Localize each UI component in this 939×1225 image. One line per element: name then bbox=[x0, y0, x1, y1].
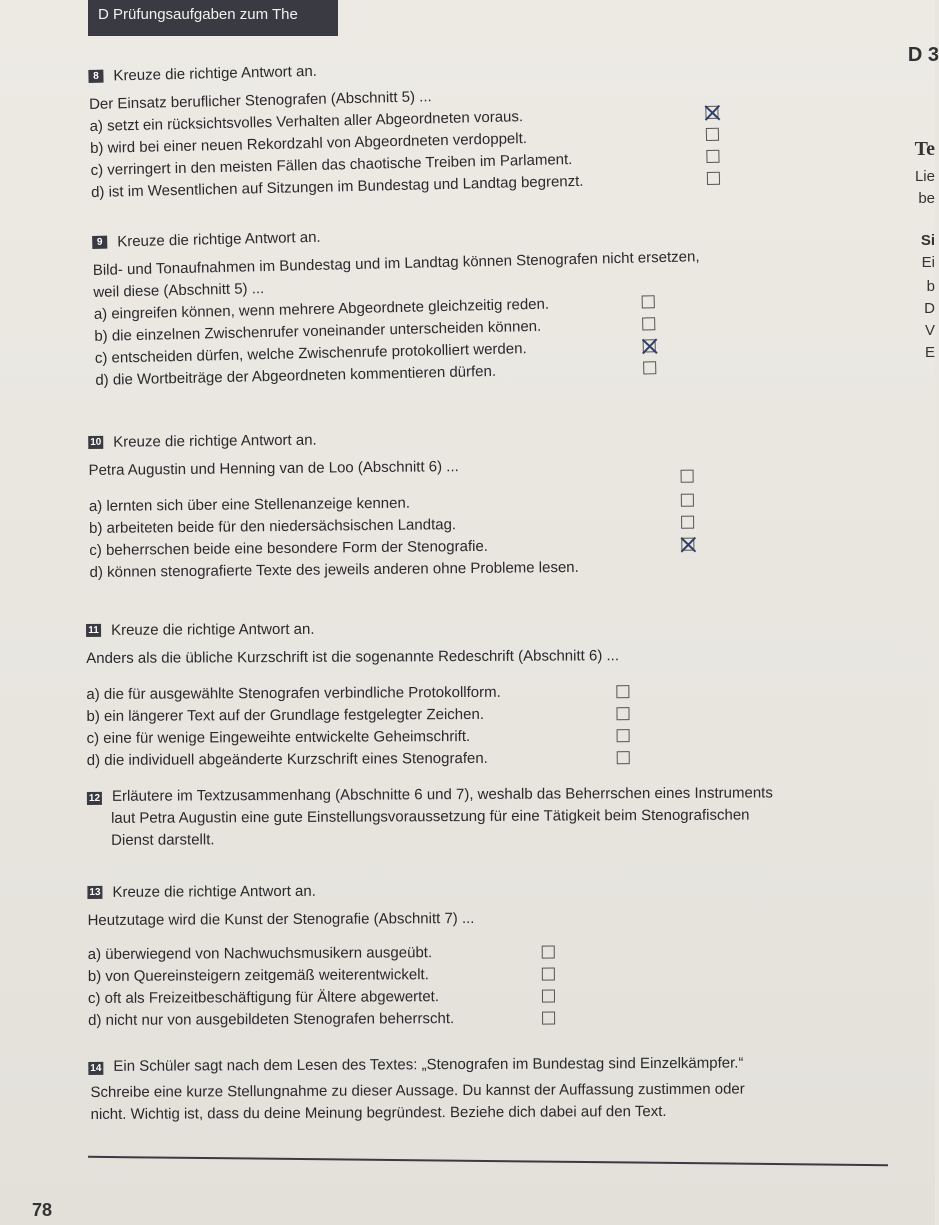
checkbox[interactable] bbox=[642, 317, 655, 330]
answer-option-d: d) können stenografierte Texte des jeweils anderen ohne Probleme lesen. bbox=[89, 558, 579, 581]
question-number: 8 bbox=[88, 69, 103, 82]
side-fragment: D bbox=[924, 300, 935, 317]
question-number: 13 bbox=[89, 886, 101, 898]
checkbox[interactable] bbox=[706, 150, 719, 163]
corner-label: D 3 bbox=[907, 44, 939, 66]
question-11 bbox=[86, 617, 620, 772]
side-fragment: Lie bbox=[914, 168, 935, 185]
question-number: 14 bbox=[90, 1062, 102, 1074]
question-instruction: Kreuze die richtige Antwort an. bbox=[112, 882, 316, 901]
side-fragment: be bbox=[918, 190, 935, 207]
checkbox[interactable] bbox=[681, 494, 694, 507]
answer-option-c: c) entscheiden dürfen, welche Zwischenrufe protokolliert werden. bbox=[95, 334, 702, 370]
page-number: 78 bbox=[32, 1200, 53, 1220]
side-fragment: b bbox=[926, 278, 935, 295]
chapter-header: D Prüfungsaufgaben zum The bbox=[88, 0, 338, 36]
checkbox[interactable] bbox=[642, 295, 655, 308]
checkbox[interactable] bbox=[616, 685, 629, 698]
question-instruction: Kreuze die richtige Antwort an. bbox=[117, 228, 321, 250]
checkbox[interactable] bbox=[542, 1012, 555, 1025]
question-number: 11 bbox=[86, 623, 101, 636]
task-text: Schreibe eine kurze Stellungnahme zu dieser Aussage. Du kannst der Auffassung zustimmen oder bbox=[90, 1080, 745, 1101]
side-fragment: Si bbox=[920, 232, 935, 249]
answer-option-d: d) ist im Wesentlichen auf Sitzungen im Bundestag und Landtag begrenzt. bbox=[91, 171, 584, 204]
question-instruction: Kreuze die richtige Antwort an. bbox=[113, 62, 318, 84]
checkbox[interactable] bbox=[617, 729, 630, 742]
side-fragment: E bbox=[924, 344, 935, 361]
checkbox[interactable] bbox=[542, 968, 555, 981]
question-stem: Der Einsatz beruflicher Stenografen (Abschnitt 5) ... bbox=[88, 88, 432, 113]
answer-option-b: b) ein längerer Text auf der Grundlage festgelegter Zeichen. bbox=[86, 703, 619, 728]
question-13 bbox=[87, 880, 475, 1032]
answer-option-a: a) lernten sich über eine Stellenanzeige kennen. bbox=[89, 491, 578, 518]
task-text: Ein Schüler sagt nach dem Lesen des Textes: „Stenografen im Bundestag sind Einzelkämpfer.“ bbox=[113, 1054, 744, 1075]
upper-block bbox=[88, 38, 868, 389]
question-stem: Bild- und Tonaufnahmen im Bundestag und im Landtag können Stenografen nicht ersetzen, weil diese (Abschnitt 5) ... bbox=[92, 248, 700, 301]
question-instruction: Kreuze die richtige Antwort an. bbox=[111, 620, 315, 639]
checkbox[interactable] bbox=[681, 470, 694, 483]
question-stem: Petra Augustin und Henning van de Loo (Abschnitt 6) ... bbox=[88, 458, 459, 479]
question-number: 9 bbox=[92, 235, 107, 248]
answer-option-b: b) arbeiteten beide für den niedersächsischen Landtag. bbox=[89, 513, 578, 540]
task-text: nicht. Wichtig ist, dass du deine Meinung begründest. Beziehe dich dabei auf den Text. bbox=[90, 1102, 667, 1123]
bottom-block bbox=[86, 616, 866, 1123]
checkbox-checked[interactable] bbox=[705, 106, 718, 119]
checkbox[interactable] bbox=[542, 946, 555, 959]
checkbox[interactable] bbox=[617, 751, 630, 764]
answer-option-a: a) setzt ein rücksichtsvolles Verhalten aller Abgeordneten voraus. bbox=[89, 105, 582, 138]
question-number: 10 bbox=[90, 436, 102, 448]
side-fragment: V bbox=[924, 322, 935, 339]
question-stem: Anders als die übliche Kurzschrift ist die sogenannte Redeschrift (Abschnitt 6) ... bbox=[86, 647, 620, 667]
answer-option-d: d) nicht nur von ausgebildeten Stenografen beherrscht. bbox=[88, 1008, 475, 1032]
question-12 bbox=[87, 782, 773, 852]
task-text: laut Petra Augustin eine gute Einstellungsvoraussetzung für eine Tätigkeit beim Stenografischen bbox=[110, 806, 750, 827]
divider-line bbox=[88, 1156, 888, 1166]
question-stem: Heutzutage wird die Kunst der Stenografie (Abschnitt 7) ... bbox=[87, 909, 475, 929]
answer-option-b: b) die einzelnen Zwischenrufer voneinander unterscheiden können. bbox=[94, 312, 701, 348]
question-10 bbox=[88, 427, 579, 584]
checkbox[interactable] bbox=[681, 516, 694, 529]
answer-option-b: b) wird bei einer neuen Rekordzahl von Abgeordneten verdoppelt. bbox=[90, 127, 583, 160]
side-fragment: Te bbox=[914, 138, 935, 160]
question-instruction: Kreuze die richtige Antwort an. bbox=[113, 431, 317, 451]
answer-option-b: b) von Quereinsteigern zeitgemäß weiterentwickelt. bbox=[88, 964, 475, 988]
checkbox[interactable] bbox=[707, 172, 720, 185]
answer-option-c: c) eine für wenige Eingeweihte entwickelte Geheimschrift. bbox=[87, 725, 620, 750]
answer-option-d: d) die Wortbeiträge der Abgeordneten kommentieren dürfen. bbox=[95, 356, 702, 392]
answer-option-c: c) oft als Freizeitbeschäftigung für Ältere abgewertet. bbox=[88, 986, 475, 1010]
checkbox-checked[interactable] bbox=[643, 339, 656, 352]
checkbox-checked[interactable] bbox=[681, 538, 694, 551]
task-text: Dienst darstellt. bbox=[111, 831, 215, 849]
checkbox[interactable] bbox=[542, 990, 555, 1003]
answer-option-a: a) die für ausgewählte Stenografen verbindliche Protokollform. bbox=[86, 681, 619, 706]
side-fragment: Ei bbox=[921, 254, 935, 271]
question-14 bbox=[88, 1053, 745, 1126]
checkbox[interactable] bbox=[706, 128, 719, 141]
answer-option-d: d) die individuell abgeänderte Kurzschrift eines Stenografen. bbox=[87, 747, 620, 772]
checkbox[interactable] bbox=[616, 707, 629, 720]
answer-option-a: a) überwiegend von Nachwuchsmusikern ausgeübt. bbox=[88, 942, 475, 966]
middle-block bbox=[88, 412, 868, 581]
question-9 bbox=[92, 218, 702, 392]
answer-option-c: c) verringert in den meisten Fällen das chaotische Treiben im Parlament. bbox=[90, 149, 583, 182]
answer-option-c: c) beherrschen beide eine besondere Form der Stenografie. bbox=[89, 535, 578, 562]
question-8 bbox=[88, 55, 584, 204]
task-text: Erläutere im Textzusammenhang (Abschnitte 6 und 7), weshalb das Beherrschen eines Instruments bbox=[111, 784, 773, 805]
answer-option-a: a) eingreifen können, wenn mehrere Abgeordnete gleichzeitig reden. bbox=[94, 290, 701, 326]
question-number: 12 bbox=[88, 792, 101, 804]
checkbox[interactable] bbox=[643, 361, 656, 374]
